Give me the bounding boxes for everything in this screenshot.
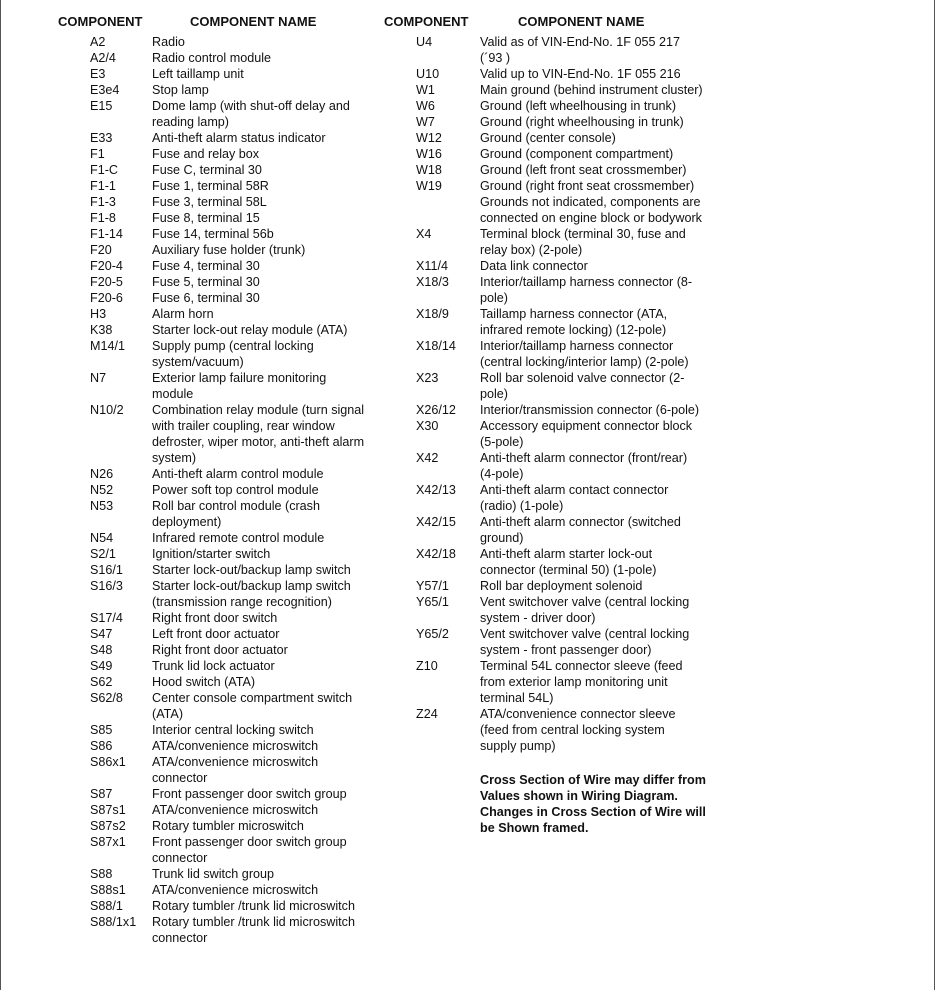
left-component-list <box>56 34 396 946</box>
component-name: Ground (component compartment) <box>480 147 674 161</box>
component-row <box>56 610 396 626</box>
component-code: X18/9 <box>416 307 449 321</box>
component-name: Accessory equipment connector block (5-pole) <box>480 419 693 449</box>
component-name: Fuse 5, terminal 30 <box>152 275 260 289</box>
component-name: Anti-theft alarm contact connector (radio) (1-pole) <box>480 483 669 513</box>
component-row <box>56 834 396 866</box>
component-row <box>384 658 714 706</box>
component-code: F1-1 <box>90 179 116 193</box>
component-code: X26/12 <box>416 403 456 417</box>
component-name: ATA/convenience microswitch <box>152 739 319 753</box>
component-row <box>384 274 714 306</box>
component-name: Taillamp harness connector (ATA, infrared remote locking) (12-pole) <box>480 307 668 337</box>
component-code: N7 <box>90 371 107 385</box>
component-row <box>384 82 714 98</box>
component-row <box>384 306 714 338</box>
component-code: A2 <box>90 35 106 49</box>
left-column-header <box>56 14 396 34</box>
component-name: Terminal block (terminal 30, fuse and relay box) (2-pole) <box>480 227 686 257</box>
component-code: F1 <box>90 147 105 161</box>
component-code: N26 <box>90 467 114 481</box>
component-code: Y65/2 <box>416 627 449 641</box>
component-row <box>56 898 396 914</box>
component-code: Z10 <box>416 659 438 673</box>
component-name: Valid as of VIN-End-No. 1F 055 217 (´93 ) <box>480 35 680 65</box>
component-code: F20-5 <box>90 275 123 289</box>
component-name: Front passenger door switch group connector <box>152 835 347 865</box>
component-code: F20 <box>90 243 112 257</box>
component-name: Front passenger door switch group <box>152 787 347 801</box>
component-row <box>56 674 396 690</box>
component-row <box>56 290 396 306</box>
component-code: W18 <box>416 163 442 177</box>
component-name: Fuse 14, terminal 56b <box>152 227 274 241</box>
component-code: W16 <box>416 147 442 161</box>
component-code: S47 <box>90 627 113 641</box>
component-name: Trunk lid switch group <box>152 867 275 881</box>
component-code: F1-8 <box>90 211 116 225</box>
component-row <box>56 258 396 274</box>
component-name: Infrared remote control module <box>152 531 325 545</box>
component-name: Fuse C, terminal 30 <box>152 163 262 177</box>
component-name: Terminal 54L connector sleeve (feed from exterior lamp monitoring unit terminal 54L) <box>480 659 683 705</box>
component-name: Vent switchover valve (central locking system - driver door) <box>480 595 690 625</box>
component-code: K38 <box>90 323 113 337</box>
component-name: Data link connector <box>480 259 588 273</box>
component-code: S86x1 <box>90 755 126 769</box>
component-row <box>56 658 396 674</box>
component-name: Roll bar solenoid valve connector (2-pole) <box>480 371 685 401</box>
component-row <box>384 258 714 274</box>
component-name: Ignition/starter switch <box>152 547 271 561</box>
component-name: Interior central locking switch <box>152 723 314 737</box>
component-row <box>384 178 714 194</box>
component-header: COMPONENT <box>384 14 469 29</box>
component-code: N54 <box>90 531 114 545</box>
component-name: Starter lock-out/backup lamp switch <box>152 563 351 577</box>
component-row <box>56 818 396 834</box>
component-name: Fuse 1, terminal 58R <box>152 179 269 193</box>
component-code: W6 <box>416 99 435 113</box>
component-code: X42/13 <box>416 483 456 497</box>
component-name: Starter lock-out/backup lamp switch (transmission range recognition) <box>152 579 351 609</box>
component-name: Grounds not indicated, components are connected on engine block or bodywork <box>480 195 702 225</box>
component-row <box>56 626 396 642</box>
component-name: Anti-theft alarm connector (front/rear) (4-pole) <box>480 451 688 481</box>
component-code: F20-4 <box>90 259 123 273</box>
component-code: H3 <box>90 307 107 321</box>
component-name: Dome lamp (with shut-off delay and reading lamp) <box>152 99 350 129</box>
component-row <box>56 402 396 466</box>
component-code: S48 <box>90 643 113 657</box>
component-row <box>56 466 396 482</box>
component-code: M14/1 <box>90 339 126 353</box>
component-row <box>384 546 714 578</box>
component-name: Fuse and relay box <box>152 147 260 161</box>
component-row <box>56 882 396 898</box>
component-row <box>56 722 396 738</box>
component-header: COMPONENT <box>58 14 143 29</box>
cross-section-note: Cross Section of Wire may differ from Values shown in Wiring Diagram. <box>480 773 706 803</box>
component-name: Main ground (behind instrument cluster) <box>480 83 703 97</box>
component-name: ATA/convenience connector sleeve (feed from central locking system supply pump) <box>480 707 676 753</box>
component-code: S88 <box>90 867 113 881</box>
component-row <box>56 274 396 290</box>
component-row <box>56 482 396 498</box>
component-row <box>384 226 714 258</box>
component-row <box>384 450 714 482</box>
component-code: S88s1 <box>90 883 126 897</box>
component-code: Z24 <box>416 707 438 721</box>
component-row <box>384 162 714 178</box>
component-name: Radio control module <box>152 51 272 65</box>
component-row <box>384 706 714 754</box>
component-name: Right front door actuator <box>152 643 288 657</box>
component-name: Rotary tumbler /trunk lid microswitch connector <box>152 915 355 945</box>
component-name: ATA/convenience microswitch <box>152 883 319 897</box>
component-name: Right front door switch <box>152 611 278 625</box>
component-name: Combination relay module (turn signal with trailer coupling, rear window defroster, wiper motor, anti-theft alarm system) <box>152 403 365 465</box>
component-name: Auxiliary fuse holder (trunk) <box>152 243 306 257</box>
component-row <box>56 210 396 226</box>
component-row <box>56 338 396 370</box>
component-row <box>384 34 714 66</box>
component-name: Roll bar control module (crash deployment) <box>152 499 320 529</box>
component-code: S88/1 <box>90 899 123 913</box>
right-component-column <box>384 14 714 836</box>
component-code: X4 <box>416 227 432 241</box>
component-row <box>384 418 714 450</box>
component-row <box>384 514 714 546</box>
component-row <box>56 178 396 194</box>
component-row <box>56 546 396 562</box>
component-name: Supply pump (central locking system/vacuum) <box>152 339 314 369</box>
component-code: S49 <box>90 659 113 673</box>
component-code: E3 <box>90 67 106 81</box>
component-name: Rotary tumbler microswitch <box>152 819 304 833</box>
component-row <box>56 66 396 82</box>
component-name: Starter lock-out relay module (ATA) <box>152 323 348 337</box>
component-name: Fuse 8, terminal 15 <box>152 211 260 225</box>
component-name: Fuse 3, terminal 58L <box>152 195 267 209</box>
component-code: S87x1 <box>90 835 126 849</box>
component-code: S87s1 <box>90 803 126 817</box>
component-code: S87 <box>90 787 113 801</box>
component-name: Alarm horn <box>152 307 214 321</box>
component-code: X42/18 <box>416 547 456 561</box>
component-row <box>56 370 396 402</box>
component-row <box>56 194 396 210</box>
component-name: Power soft top control module <box>152 483 319 497</box>
component-code: Y65/1 <box>416 595 449 609</box>
component-code: N53 <box>90 499 114 513</box>
component-row <box>56 866 396 882</box>
component-name: Anti-theft alarm starter lock-out connector (terminal 50) (1-pole) <box>480 547 657 577</box>
component-row <box>56 34 396 50</box>
component-name: Exterior lamp failure monitoring module <box>152 371 327 401</box>
component-row <box>56 738 396 754</box>
component-code: E3e4 <box>90 83 120 97</box>
component-row <box>384 370 714 402</box>
component-row <box>56 98 396 130</box>
component-row <box>384 626 714 658</box>
right-column-header <box>384 14 714 34</box>
component-code: U4 <box>416 35 433 49</box>
component-row <box>384 338 714 370</box>
component-row <box>384 594 714 626</box>
component-row <box>384 66 714 82</box>
component-name: Fuse 4, terminal 30 <box>152 259 260 273</box>
component-name: Stop lamp <box>152 83 209 97</box>
changes-note: Changes in Cross Section of Wire will be Shown framed. <box>480 805 706 835</box>
component-row <box>56 226 396 242</box>
component-name: Radio <box>152 35 185 49</box>
component-name: Ground (center console) <box>480 131 616 145</box>
component-row <box>56 530 396 546</box>
component-code: X30 <box>416 419 439 433</box>
component-name: Center console compartment switch (ATA) <box>152 691 353 721</box>
component-code: W1 <box>416 83 435 97</box>
component-row <box>384 578 714 594</box>
right-component-list <box>384 34 714 754</box>
component-row <box>56 498 396 530</box>
component-row <box>56 306 396 322</box>
component-code <box>384 194 480 226</box>
component-name: Anti-theft alarm status indicator <box>152 131 326 145</box>
component-name: ATA/convenience microswitch <box>152 803 319 817</box>
component-code: X23 <box>416 371 439 385</box>
component-row <box>56 322 396 338</box>
component-row <box>56 82 396 98</box>
component-code: E33 <box>90 131 113 145</box>
component-name: Anti-theft alarm control module <box>152 467 324 481</box>
component-row <box>56 162 396 178</box>
component-row <box>56 578 396 610</box>
component-code: W19 <box>416 179 442 193</box>
component-name: Fuse 6, terminal 30 <box>152 291 260 305</box>
component-code: X42 <box>416 451 439 465</box>
component-row <box>384 402 714 418</box>
component-row <box>56 562 396 578</box>
component-name: Hood switch (ATA) <box>152 675 256 689</box>
component-name: ATA/convenience microswitch connector <box>152 755 319 785</box>
component-row <box>56 130 396 146</box>
component-row <box>56 146 396 162</box>
component-row <box>56 690 396 722</box>
component-code: S2/1 <box>90 547 116 561</box>
component-row <box>384 482 714 514</box>
component-code: X18/14 <box>416 339 456 353</box>
component-row <box>384 114 714 130</box>
component-code: F1-3 <box>90 195 116 209</box>
component-code: A2/4 <box>90 51 116 65</box>
component-row <box>56 242 396 258</box>
component-code: S62 <box>90 675 113 689</box>
component-row <box>384 146 714 162</box>
component-name: Interior/taillamp harness connector (8-pole) <box>480 275 693 305</box>
component-row <box>56 802 396 818</box>
left-page-edge <box>0 0 1 990</box>
component-code: N52 <box>90 483 114 497</box>
component-row <box>384 194 714 226</box>
component-code: F20-6 <box>90 291 123 305</box>
component-code: W12 <box>416 131 442 145</box>
component-code: X18/3 <box>416 275 449 289</box>
component-code: F1-C <box>90 163 118 177</box>
component-name: Ground (right wheelhousing in trunk) <box>480 115 684 129</box>
component-name: Ground (left wheelhousing in trunk) <box>480 99 677 113</box>
component-name: Interior/transmission connector (6-pole) <box>480 403 700 417</box>
component-code: W7 <box>416 115 435 129</box>
component-code: X42/15 <box>416 515 456 529</box>
component-name: Ground (right front seat crossmember) <box>480 179 695 193</box>
component-code: Y57/1 <box>416 579 449 593</box>
component-row <box>56 914 396 946</box>
component-code: S16/3 <box>90 579 123 593</box>
component-code: U10 <box>416 67 440 81</box>
component-code: S16/1 <box>90 563 123 577</box>
component-code: X11/4 <box>416 259 448 273</box>
component-code: S62/8 <box>90 691 123 705</box>
component-code: S17/4 <box>90 611 123 625</box>
component-row <box>56 50 396 66</box>
component-name: Interior/taillamp harness connector (central locking/interior lamp) (2-pole) <box>480 339 689 369</box>
component-row <box>384 98 714 114</box>
component-code: S88/1x1 <box>90 915 137 929</box>
component-code: S86 <box>90 739 113 753</box>
component-name-header: COMPONENT NAME <box>518 14 645 29</box>
component-name: Left taillamp unit <box>152 67 244 81</box>
component-code: S85 <box>90 723 113 737</box>
component-row <box>384 130 714 146</box>
component-name: Valid up to VIN-End-No. 1F 055 216 <box>480 67 681 81</box>
component-code: S87s2 <box>90 819 126 833</box>
component-row <box>56 754 396 786</box>
component-name: Left front door actuator <box>152 627 280 641</box>
component-code: F1-14 <box>90 227 123 241</box>
left-component-column <box>56 14 396 946</box>
component-name-header: COMPONENT NAME <box>190 14 317 29</box>
component-name: Vent switchover valve (central locking system - front passenger door) <box>480 627 690 657</box>
component-code: E15 <box>90 99 113 113</box>
component-row <box>56 786 396 802</box>
component-name: Ground (left front seat crossmember) <box>480 163 687 177</box>
component-code: N10/2 <box>90 403 124 417</box>
component-name: Anti-theft alarm connector (switched ground) <box>480 515 681 545</box>
component-name: Rotary tumbler /trunk lid microswitch <box>152 899 355 913</box>
component-name: Roll bar deployment solenoid <box>480 579 643 593</box>
component-name: Trunk lid lock actuator <box>152 659 275 673</box>
component-row <box>56 642 396 658</box>
